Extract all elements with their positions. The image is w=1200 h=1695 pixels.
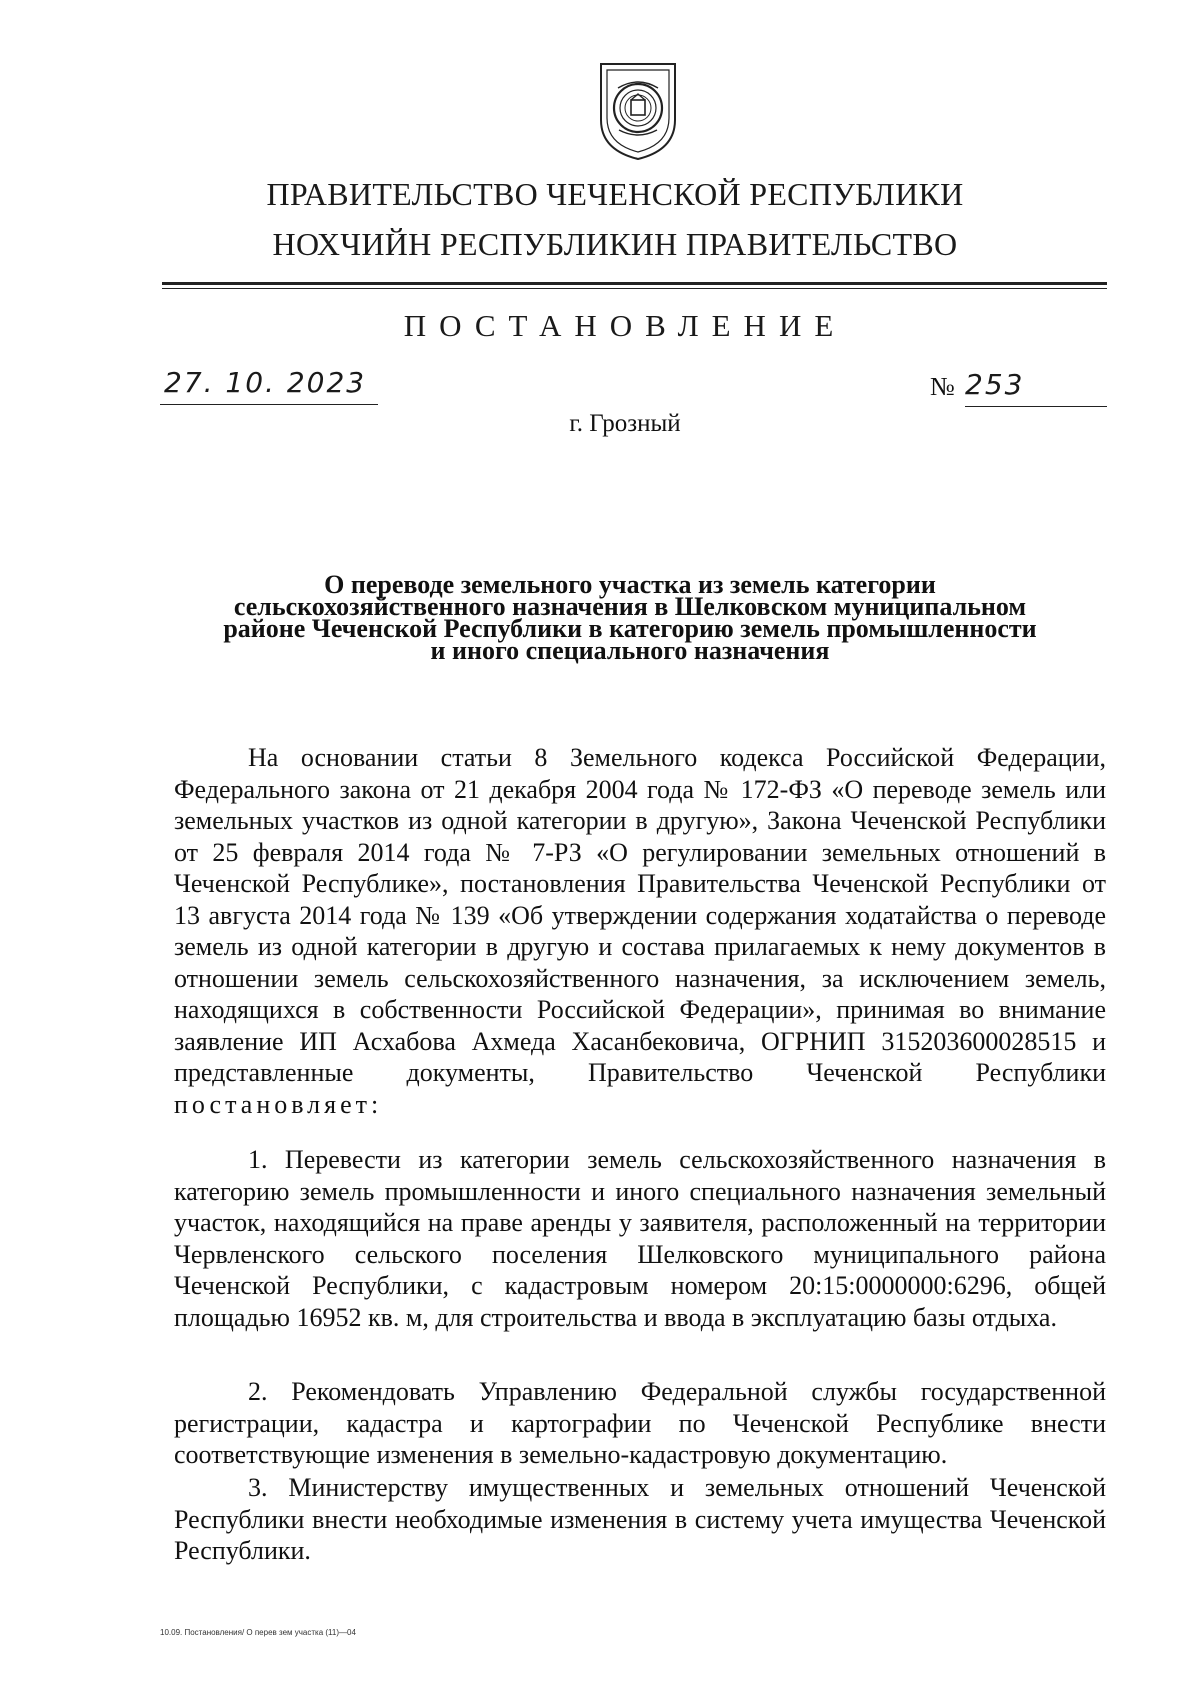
document-date: 27. 10. 2023	[164, 366, 367, 399]
header-divider-thin	[162, 288, 1107, 289]
item-2-text: 2. Рекомендовать Управлению Федеральной службы государственной регистрации, кадастра и картографии по Чеченской Республике внести соответствующие изменения в земельно-кадастровую документацию.	[174, 1377, 1106, 1469]
government-title-ce: НОХЧИЙН РЕСПУБЛИКИН ПРАВИТЕЛЬСТВО	[272, 226, 958, 262]
government-title-ru: ПРАВИТЕЛЬСТВО ЧЕЧЕНСКОЙ РЕСПУБЛИКИ	[266, 176, 964, 212]
heading-line: районе Чеченской Республики в категорию земель промышленности	[223, 614, 1037, 643]
number-underline	[965, 406, 1107, 407]
item-3-paragraph	[174, 1472, 1106, 1567]
item-2-paragraph	[174, 1376, 1106, 1471]
date-underline	[160, 404, 378, 405]
heading-line: и иного специального назначения	[430, 636, 830, 665]
document-city: г. Грозный	[569, 410, 681, 437]
coat-of-arms-icon	[597, 58, 679, 162]
header-divider-thick	[162, 282, 1107, 285]
decree-word: постановляет:	[174, 1089, 383, 1119]
preamble-paragraph	[174, 742, 1106, 1120]
item-3-text: 3. Министерству имущественных и земельных отношений Чеченской Республики внести необходимые изменения в систему учета имущества Чеченской Республики.	[174, 1473, 1106, 1565]
number-sign: №	[930, 372, 955, 401]
document-type: ПОСТАНОВЛЕНИЕ	[403, 308, 847, 343]
preamble-text: На основании статьи 8 Земельного кодекса Российской Федерации, Федерального закона от 21 декабря 2004 года № 172-ФЗ «О переводе земель или земельных участков из одной категории в другую», Закона Чеченской Республики от 25 февраля 2014 года № 7-РЗ «О регулировании земельных отношений в Чеченской Республике», постановления Правительства Чеченской Республики от 13 августа 2014 года № 139 «Об утверждении содержания ходатайства о переводе земель из одной категории в другую и состава прилагаемых к нему документов в отношении земель сельскохозяйственного назначения, за исключением земель, находящихся в собственности Российской Федерации», принимая во внимание заявление ИП Асхабова Ахмеда Хасанбековича, ОГРНИП 315203600028515 и представленные документы, Правительство Чеченской Республики	[174, 743, 1106, 1087]
heading-line: сельскохозяйственного назначения в Шелковском муниципальном	[233, 592, 1027, 621]
heading-line: О переводе земельного участка из земель категории	[324, 570, 936, 599]
item-1-paragraph	[174, 1144, 1106, 1333]
item-1-text: 1. Перевести из категории земель сельскохозяйственного назначения в категорию земель промышленности и иного специального назначения земельный участок, находящийся на праве аренды у заявителя, расположенный на территории Червленского сельского поселения Шелковского муниципального района Чеченской Республики, с кадастровым номером 20:15:0000000:6296, общей площадью 16952 кв. м, для строительства и ввода в эксплуатацию базы отдыха.	[174, 1145, 1106, 1332]
document-heading	[190, 570, 1070, 665]
file-code: 10.09. Постановления/ О перев зем участка (11)—04	[160, 1628, 356, 1637]
document-number: 253	[965, 368, 1025, 401]
